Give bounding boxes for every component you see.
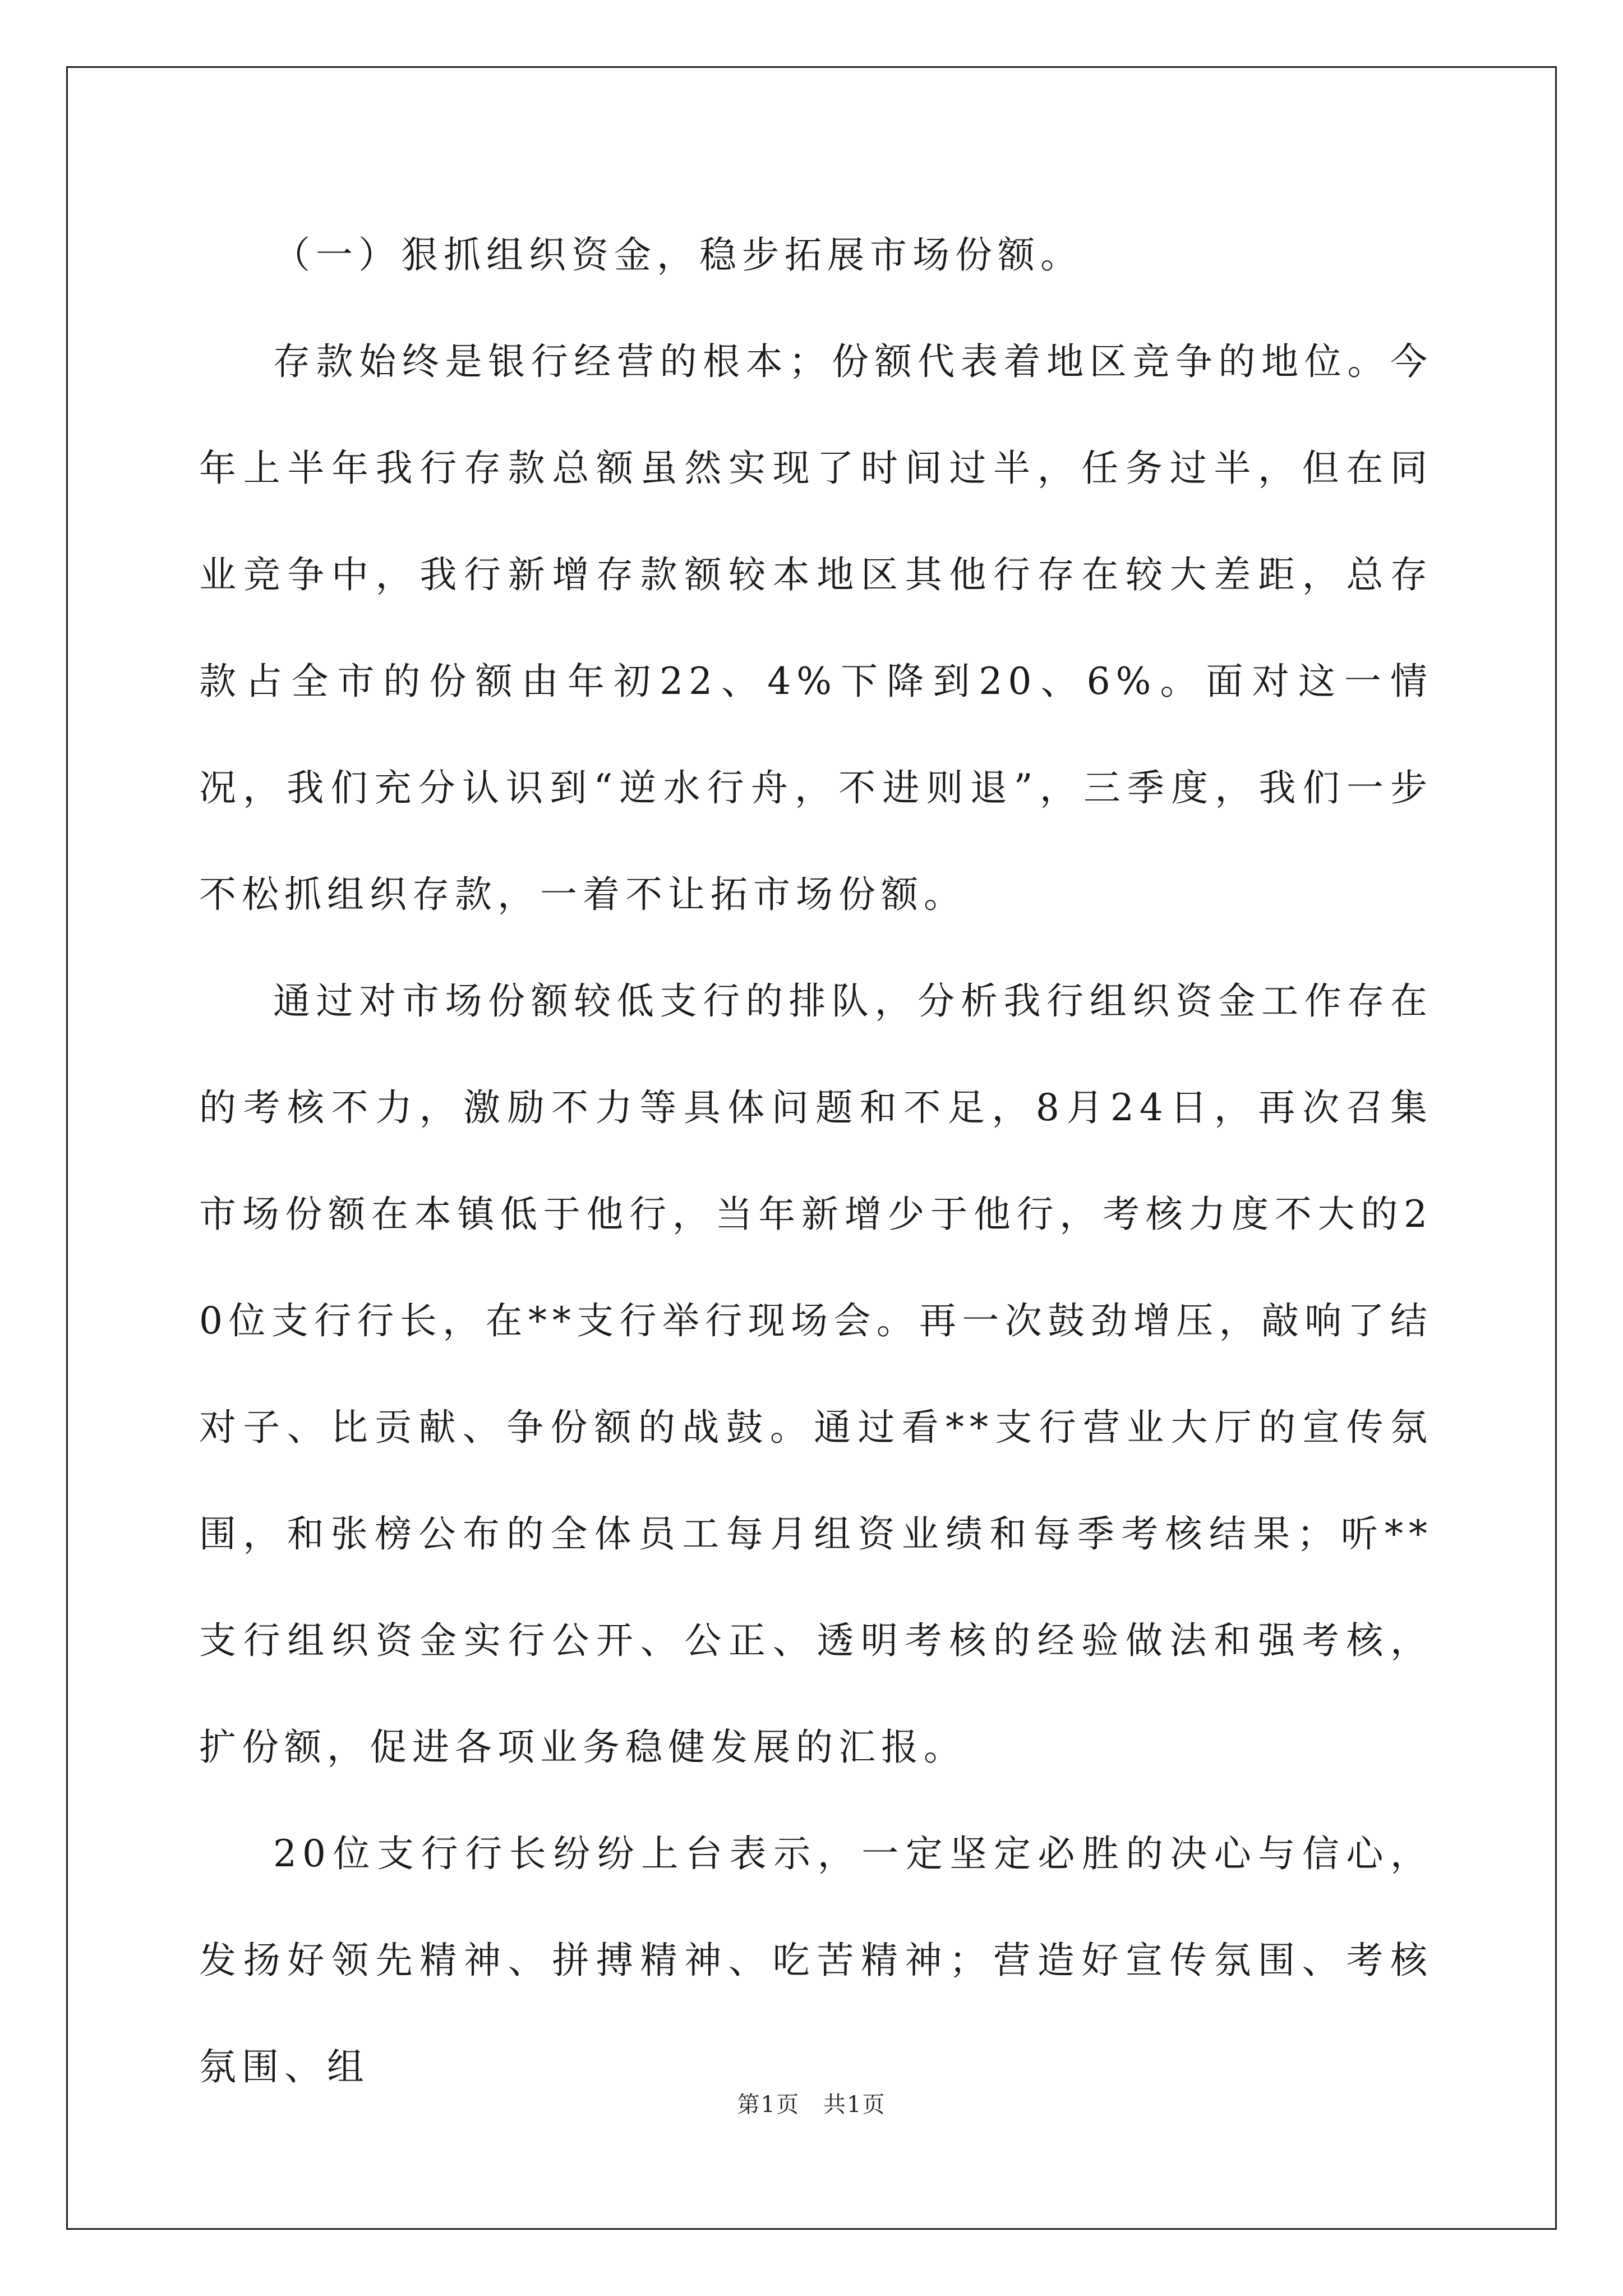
section-heading: （一）狠抓组织资金，稳步拓展市场份额。	[273, 233, 1083, 277]
document-body	[199, 202, 1433, 2120]
paragraph-deposits: 存款始终是银行经营的根本；份额代表着地区竞争的地位。今年上半年我行存款总额虽然实现了时间过半，任务过半，但在同业竞争中，我行新增存款额较本地区其他行存在较大差距，总存款占全市的份额由年初22、4%下降到20、6%。面对这一情况，我们充分认识到“逆水行舟，不进则退”，三季度，我们一步不松抓组织存款，一着不让拓市场份额。	[199, 340, 1433, 916]
paragraph-ranking: 通过对市场份额较低支行的排队，分析我行组织资金工作存在的考核不力，激励不力等具体问题和不足，8月24日，再次召集市场份额在本镇低于他行，当年新增少于他行，考核力度不大的20位支行行长，在**支行举行现场会。再一次鼓劲增压，敲响了结对子、比贡献、争份额的战鼓。通过看**支行营业大厅的宣传氛围，和张榜公布的全体员工每月组资业绩和每季考核结果；听**支行组织资金实行公开、公正、透明考核的经验做法和强考核，扩份额，促进各项业务稳健发展的汇报。	[199, 979, 1433, 1769]
page-number-footer: 第1页 共1页	[737, 2092, 886, 2118]
paragraph-branch-heads: 20位支行行长纷纷上台表示，一定坚定必胜的决心与信心，发扬好领先精神、拼搏精神、吃苦精神；营造好宣传氛围、考核氛围、组	[199, 1832, 1433, 2088]
